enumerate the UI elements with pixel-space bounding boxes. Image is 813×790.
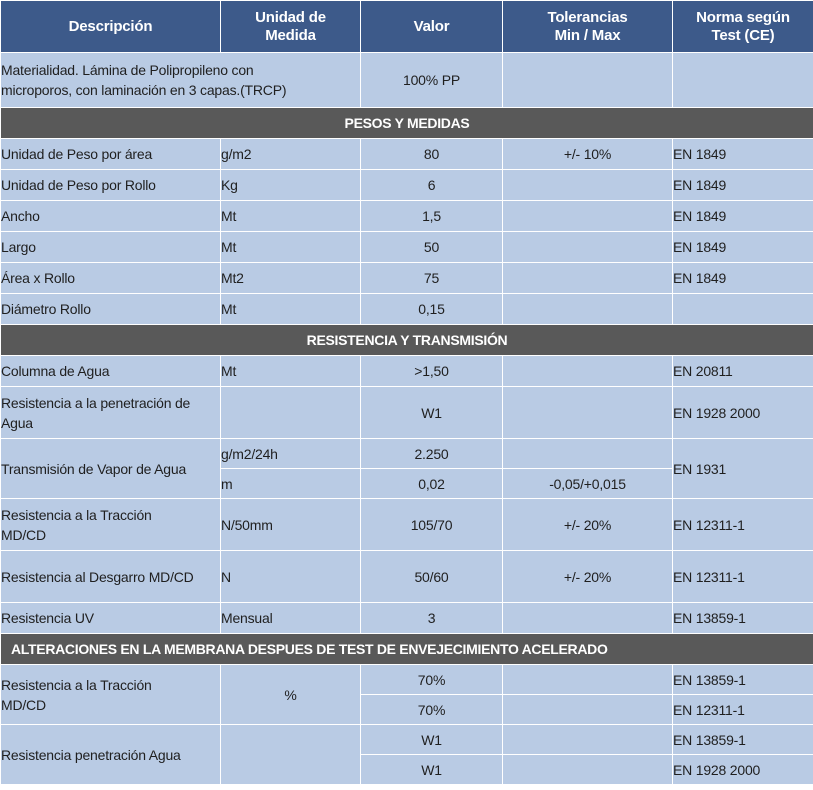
table-row [1, 725, 813, 755]
cell-valor: 2.250 [361, 439, 503, 469]
table-row [1, 499, 813, 551]
header-norma [673, 1, 813, 53]
table-row [1, 232, 813, 263]
cell-valor: 70% [361, 695, 503, 725]
cell-tolerancia [503, 725, 673, 755]
cell-tolerancia [503, 294, 673, 325]
cell-unidad: Mensual [221, 603, 361, 634]
cell-unidad: Kg [221, 170, 361, 201]
header-tolerancias-line2: Min / Max [554, 26, 621, 44]
cell-norma: EN 12311-1 [673, 695, 813, 725]
cell-unidad: Mt [221, 201, 361, 232]
cell-norma: EN 20811 [673, 356, 813, 387]
cell-norma: EN 13859-1 [673, 665, 813, 695]
table-row [1, 170, 813, 201]
cell-tolerancia [503, 356, 673, 387]
cell-tolerancia: +/- 10% [503, 139, 673, 170]
cell-valor: W1 [361, 387, 503, 439]
traccion-line1: Resistencia a la Tracción [1, 506, 152, 523]
cell-valor: W1 [361, 725, 503, 755]
cell-unidad: Mt [221, 356, 361, 387]
cell-valor: 0,15 [361, 294, 503, 325]
table-row [1, 387, 813, 439]
header-tolerancias [503, 1, 673, 53]
cell-norma [673, 294, 813, 325]
cell-descripcion: Diámetro Rollo [1, 294, 221, 325]
penetracion-line1: Resistencia a la penetración de [1, 394, 191, 411]
cell-unidad: % [221, 665, 361, 725]
cell-valor: 105/70 [361, 499, 503, 551]
table-row [1, 263, 813, 294]
section-pesos-row [1, 108, 813, 139]
materialidad-line2: microporos, con laminación en 3 capas.(TRCP) [1, 82, 287, 98]
header-unidad [221, 1, 361, 53]
cell-unidad: m [221, 469, 361, 499]
cell-descripcion: Transmisión de Vapor de Agua [1, 439, 221, 499]
section-resistencia-title: RESISTENCIA Y TRANSMISIÓN [1, 325, 813, 356]
materialidad-descripcion [1, 53, 361, 108]
section-alteraciones-title: ALTERACIONES EN LA MEMBRANA DESPUES DE TEST DE ENVEJECIMIENTO ACELERADO [1, 634, 813, 665]
cell-descripcion: Ancho [1, 201, 221, 232]
table-row [1, 551, 813, 603]
cell-descripcion [1, 665, 221, 725]
table-row [1, 665, 813, 695]
cell-valor: >1,50 [361, 356, 503, 387]
cell-unidad: g/m2 [221, 139, 361, 170]
cell-unidad: g/m2/24h [221, 439, 361, 469]
cell-norma: EN 1849 [673, 139, 813, 170]
header-valor: Valor [361, 1, 503, 53]
cell-tolerancia [503, 755, 673, 785]
table-row [1, 201, 813, 232]
cell-valor: 50/60 [361, 551, 503, 603]
cell-descripcion: Unidad de Peso por Rollo [1, 170, 221, 201]
header-row [1, 1, 813, 53]
cell-tolerancia [503, 201, 673, 232]
cell-norma: EN 12311-1 [673, 499, 813, 551]
cell-valor: 3 [361, 603, 503, 634]
header-norma-line2: Test (CE) [711, 26, 775, 44]
cell-tolerancia [503, 232, 673, 263]
header-unidad-line1: Unidad de [255, 8, 326, 26]
cell-tolerancia [503, 603, 673, 634]
cell-norma: EN 13859-1 [673, 603, 813, 634]
materialidad-tolerancia [503, 53, 673, 108]
cell-descripcion: Resistencia penetración Agua [1, 725, 221, 785]
cell-tolerancia [503, 665, 673, 695]
cell-valor: 1,5 [361, 201, 503, 232]
cell-tolerancia [503, 170, 673, 201]
materialidad-norma [673, 53, 813, 108]
cell-descripcion [1, 387, 221, 439]
cell-valor: 6 [361, 170, 503, 201]
cell-tolerancia [503, 387, 673, 439]
cell-valor: 80 [361, 139, 503, 170]
cell-norma: EN 1928 2000 [673, 387, 813, 439]
cell-descripcion: Área x Rollo [1, 263, 221, 294]
section-resistencia-row [1, 325, 813, 356]
alt-traccion-line1: Resistencia a la Tracción [1, 676, 152, 693]
cell-descripcion: Largo [1, 232, 221, 263]
table-row [1, 139, 813, 170]
traccion-line2: MD/CD [1, 526, 46, 543]
cell-norma: EN 1931 [673, 439, 813, 499]
table-row [1, 356, 813, 387]
table-row [1, 439, 813, 469]
section-pesos-title: PESOS Y MEDIDAS [1, 108, 813, 139]
cell-descripcion [1, 499, 221, 551]
table-row [1, 603, 813, 634]
cell-tolerancia: +/- 20% [503, 499, 673, 551]
materialidad-line1: Materialidad. Lámina de Polipropileno con [1, 62, 254, 78]
cell-valor: W1 [361, 755, 503, 785]
cell-valor: 50 [361, 232, 503, 263]
cell-norma: EN 1849 [673, 170, 813, 201]
section-alteraciones-row [1, 634, 813, 665]
cell-descripcion: Columna de Agua [1, 356, 221, 387]
cell-norma: EN 1928 2000 [673, 755, 813, 785]
cell-norma: EN 1849 [673, 263, 813, 294]
cell-unidad [221, 387, 361, 439]
header-unidad-line2: Medida [265, 26, 316, 44]
cell-unidad: Mt2 [221, 263, 361, 294]
cell-unidad: Mt [221, 232, 361, 263]
alt-traccion-line2: MD/CD [1, 696, 46, 713]
cell-tolerancia: -0,05/+0,015 [503, 469, 673, 499]
cell-valor: 0,02 [361, 469, 503, 499]
cell-norma: EN 1849 [673, 232, 813, 263]
penetracion-line2: Agua [1, 414, 33, 431]
cell-norma: EN 12311-1 [673, 551, 813, 603]
cell-tolerancia [503, 439, 673, 469]
materialidad-row [1, 53, 813, 108]
cell-descripcion: Resistencia al Desgarro MD/CD [1, 551, 221, 603]
materialidad-valor: 100% PP [361, 53, 503, 108]
header-descripcion: Descripción [1, 1, 221, 53]
header-norma-line1: Norma según [696, 8, 790, 26]
cell-norma: EN 13859-1 [673, 725, 813, 755]
cell-descripcion: Unidad de Peso por área [1, 139, 221, 170]
cell-unidad: Mt [221, 294, 361, 325]
cell-descripcion: Resistencia UV [1, 603, 221, 634]
header-tolerancias-line1: Tolerancias [547, 8, 628, 26]
cell-norma: EN 1849 [673, 201, 813, 232]
cell-unidad: N/50mm [221, 499, 361, 551]
cell-tolerancia [503, 695, 673, 725]
cell-valor: 75 [361, 263, 503, 294]
cell-unidad: N [221, 551, 361, 603]
cell-tolerancia [503, 263, 673, 294]
cell-tolerancia: +/- 20% [503, 551, 673, 603]
table-row [1, 294, 813, 325]
cell-unidad [221, 725, 361, 785]
cell-valor: 70% [361, 665, 503, 695]
